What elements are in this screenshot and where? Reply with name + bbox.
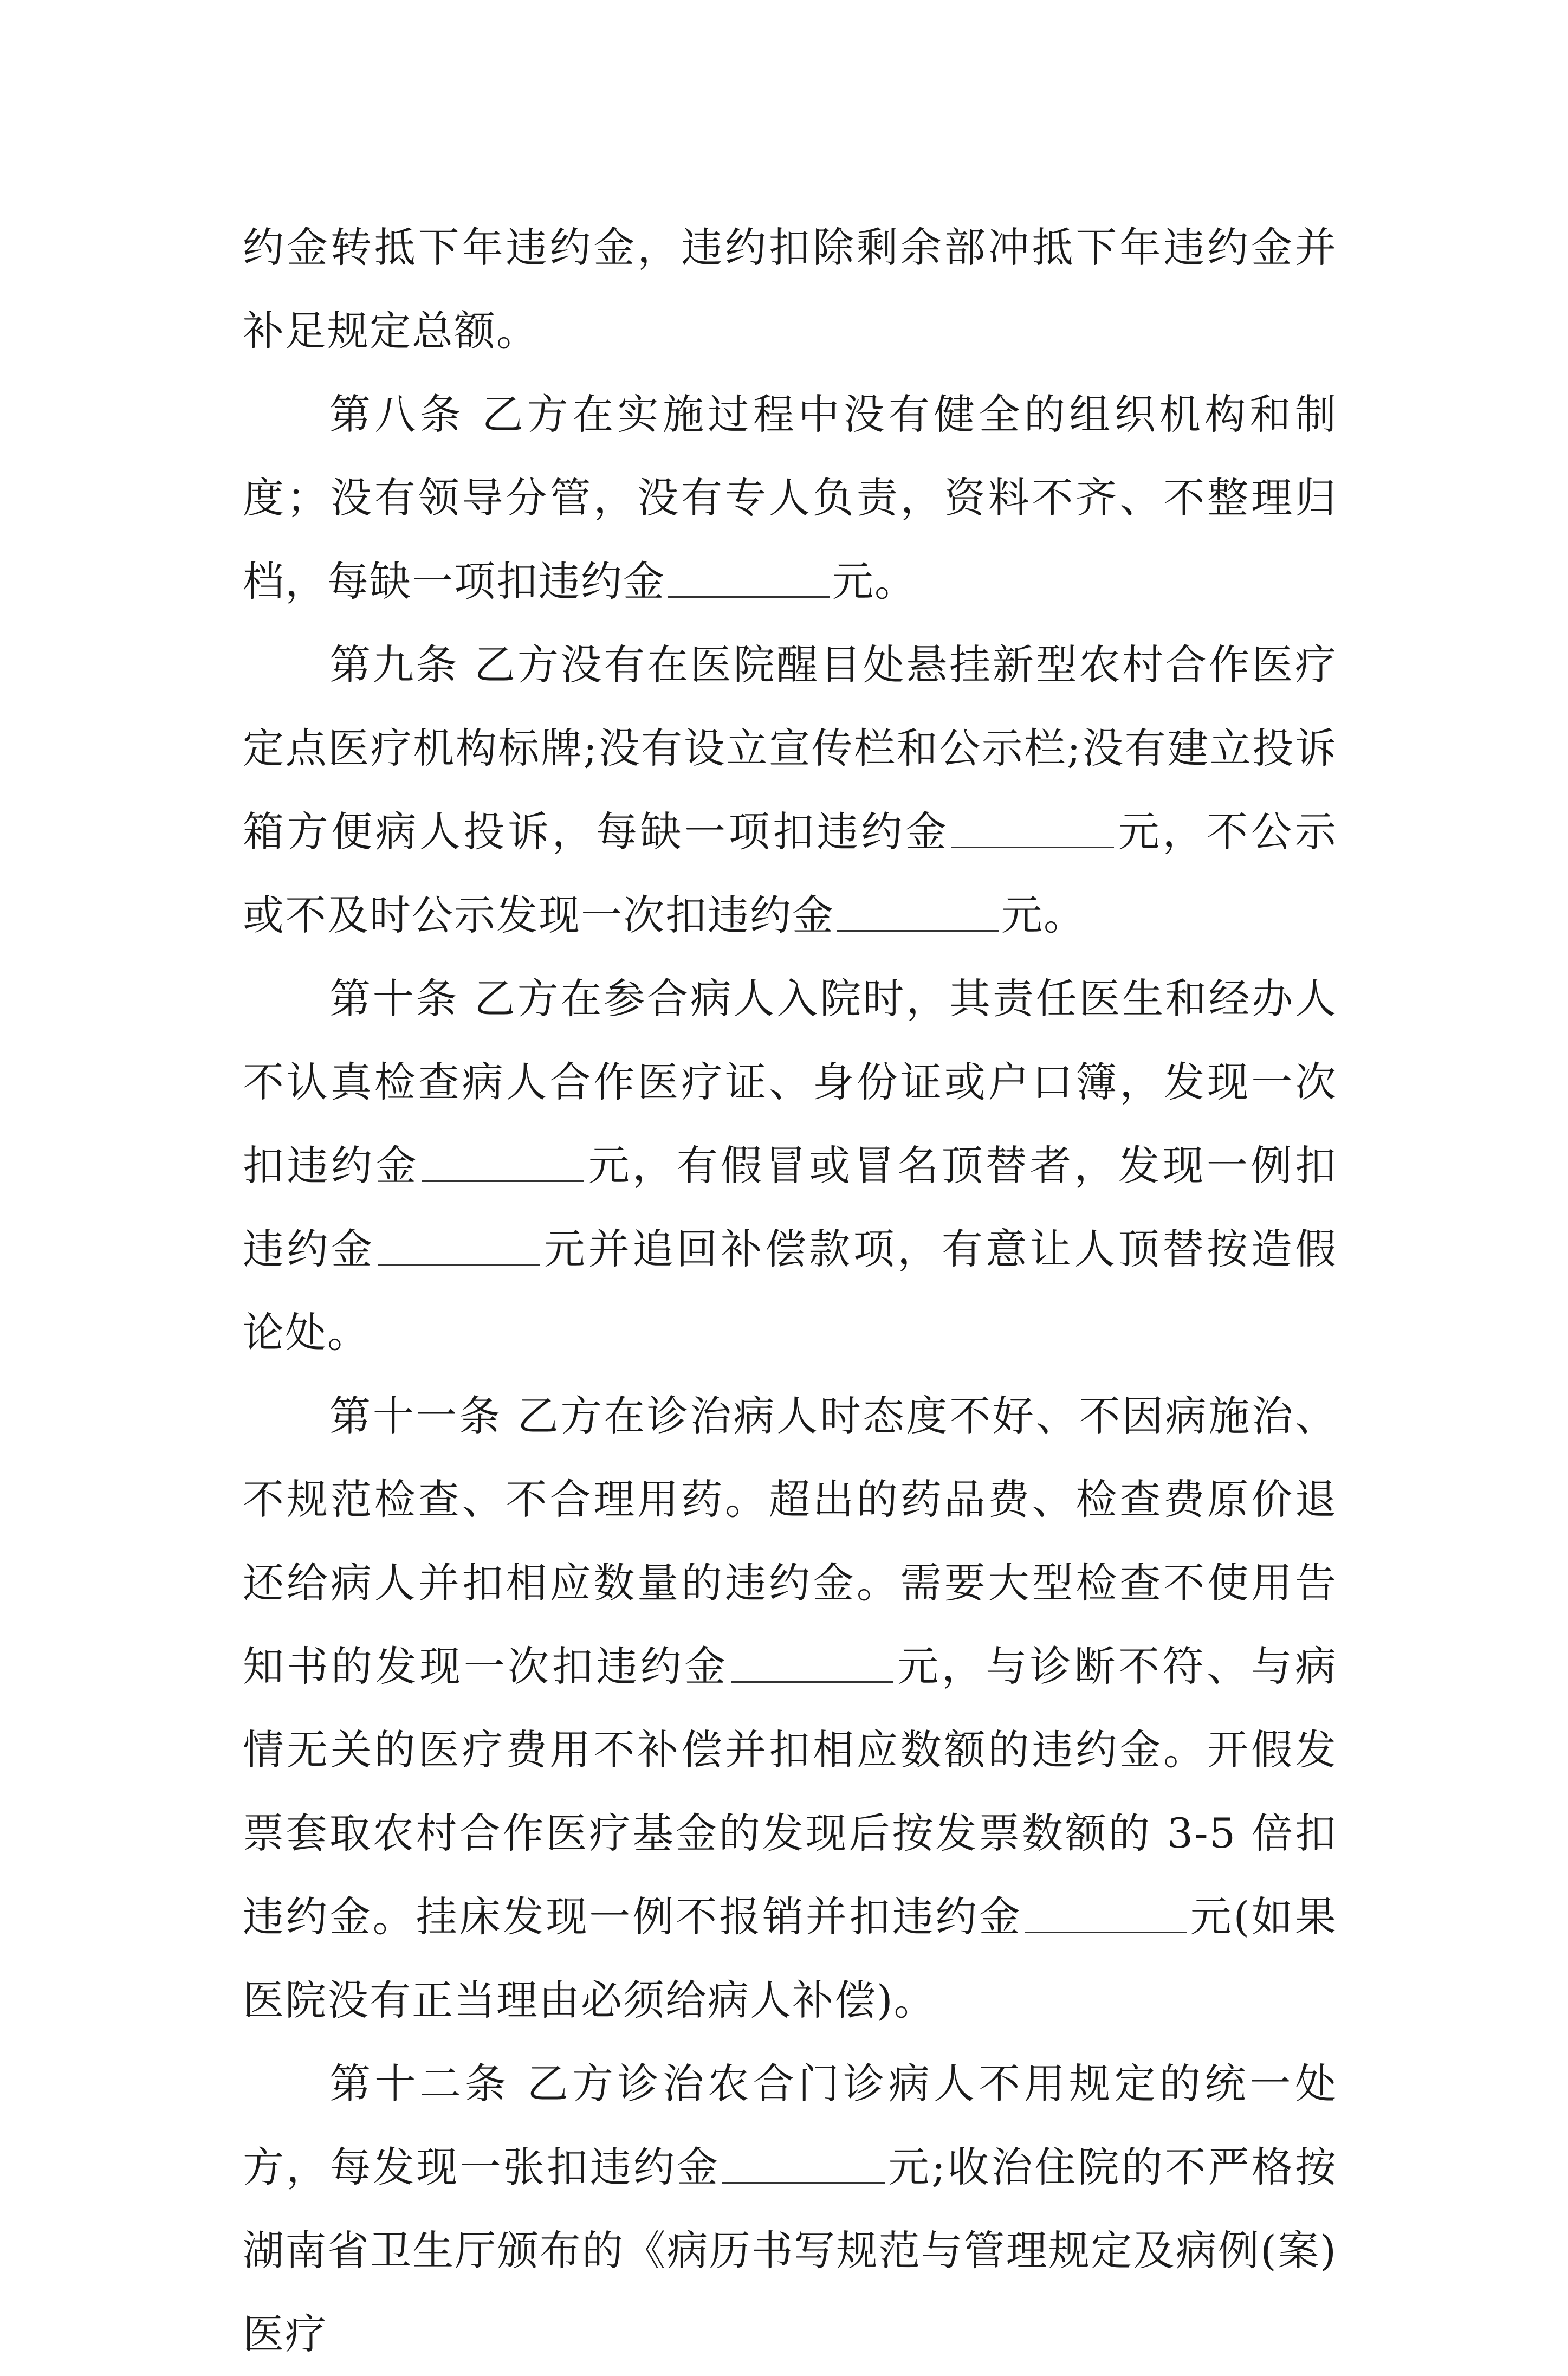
text-segment: 元，不公示或不及时公示发现一次扣违约金: [243, 808, 1338, 939]
text-segment: 第十一条 乙方在诊治病人时态度不好、不因病施治、不规范检查、不合理用药。超出的药品费、检查费原价退还给病人并扣相应数量的违约金。需要大型检查不使用告知书的发现一次扣违约金: [243, 1392, 1337, 1690]
fill-in-blank: [837, 898, 999, 932]
document-body: [243, 206, 1337, 2376]
paragraph-continuation: [243, 206, 1337, 373]
text-segment: 第十二条 乙方诊治农合门诊病人不用规定的统一处方，每发现一张扣违约金: [243, 2059, 1337, 2191]
fill-in-blank: [422, 1148, 584, 1182]
article-12-paragraph: [243, 2042, 1337, 2376]
text-segment: 第八条 乙方在实施过程中没有健全的组织机构和制度；没有领导分管，没有专人负责，资料不齐、不整理归档，每缺一项扣违约金: [243, 390, 1337, 605]
text-segment: 约金转抵下年违约金，违约扣除剩余部冲抵下年违约金并补足规定总额。: [243, 223, 1337, 355]
fill-in-blank: [668, 564, 830, 598]
article-9-paragraph: [243, 623, 1337, 957]
article-10-paragraph: [243, 957, 1337, 1374]
text-segment: 第九条 乙方没有在医院醒目处悬挂新型农村合作医疗定点医疗机构标牌;没有设立宣传栏和公示栏;没有建立投诉箱方便病人投诉，每缺一项扣违约金: [243, 641, 1337, 856]
article-8-paragraph: [243, 373, 1337, 623]
text-segment: 第十条 乙方在参合病人入院时，其责任医生和经办人不认真检查病人合作医疗证、身份证或户口簿，发现一次扣违约金: [243, 974, 1337, 1190]
fill-in-blank: [722, 2149, 885, 2184]
text-segment: 元;收治住院的不严格按湖南省卫生厅颁布的《病历书写规范与管理规定及病例(案)医疗: [243, 2143, 1338, 2358]
text-segment: 元(如果医院没有正当理由必须给病人补偿)。: [243, 1893, 1338, 2024]
text-segment: 元，有假冒或冒名顶替者，发现一例扣违约金: [243, 1141, 1338, 1273]
fill-in-blank: [731, 1649, 893, 1683]
fill-in-blank: [951, 814, 1114, 848]
text-segment: 元，与诊断不符、与病情无关的医疗费用不补偿并扣相应数额的违约金。开假发票套取农村合作医疗基金的发现后按发票数额的 3-5 倍扣违约金。挂床发现一例不报销并扣违约金: [243, 1642, 1338, 1941]
fill-in-blank: [378, 1231, 540, 1266]
text-segment: 元。: [832, 557, 917, 605]
text-segment: 元。: [1001, 891, 1086, 939]
text-segment: 元并追回补偿款项，有意让人顶替按造假论处。: [243, 1225, 1338, 1357]
fill-in-blank: [1025, 1899, 1187, 1933]
article-11-paragraph: [243, 1374, 1337, 2042]
